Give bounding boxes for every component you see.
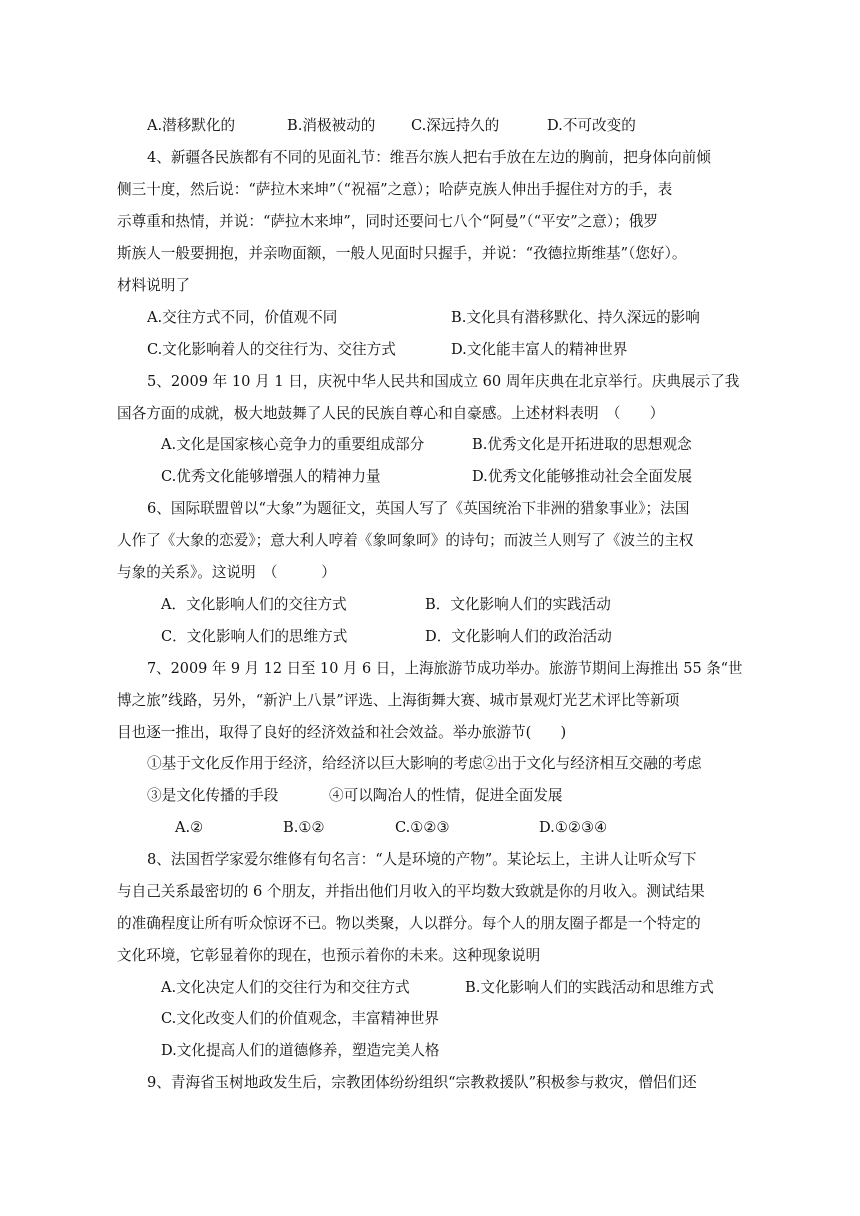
q3-option-d: D.不可改变的 [547, 117, 636, 134]
q4-option-d: D.文化能丰富人的精神世界 [451, 341, 628, 358]
q6-option-b: B．文化影响人们的实践活动 [425, 596, 611, 613]
q8-option-d: D.文化提高人们的道德修养，塑造完美人格 [161, 1042, 440, 1059]
q9-stem-line: 9、青海省玉树地政发生后，宗教团体纷纷组织“宗教救援队”积极参与救灾，僧侣们还 [147, 1074, 697, 1091]
q5-option-b: B.优秀文化是开拓进取的思想观念 [472, 436, 692, 453]
q4-option-a: A.交往方式不同，价值观不同 [147, 309, 338, 326]
q7-stem-line: 7、2009 年 9 月 12 日至 10 月 6 日，上海旅游节成功举办。旅游节期间上海推出 55 条“世 [147, 660, 743, 677]
q4-stem-line: 斯族人一般要拥抱，并亲吻面额，一般人见面时只握手，并说：“孜德拉斯维基”（您好）。 [117, 245, 687, 262]
q8-option-b: B.文化影响人们的实践活动和思维方式 [465, 979, 714, 996]
q8-option-a: A.文化决定人们的交往行为和交往方式 [161, 979, 410, 996]
q7-option-d: D.①②③④ [539, 819, 608, 836]
q6-stem-line: 6、国际联盟曾以“大象”为题征文，英国人写了《英国统治下非洲的猎象事业》；法国 [147, 500, 690, 517]
q5-stem-line: 5、2009 年 10 月 1 日，庆祝中华人民共和国成立 60 周年庆典在北京举行。庆典展示了我 [147, 373, 740, 390]
q6-stem-line: 人作了《大象的恋爱》；意大利人哼着《象呵象呵》的诗句；而波兰人则写了《波兰的主权 [117, 532, 694, 549]
q8-stem-line: 的准确程度让所有听众惊讶不已。物以类聚，人以群分。每个人的朋友圈子都是一个特定的 [117, 915, 701, 932]
q5-option-d: D.优秀文化能够推动社会全面发展 [472, 468, 693, 485]
q7-stem-line: 目也逐一推出，取得了良好的经济效益和社会效益。举办旅游节( ) [117, 724, 567, 741]
q8-option-c: C.文化改变人们的价值观念，丰富精神世界 [161, 1010, 439, 1027]
q7-option-b: B.①② [283, 819, 325, 836]
q3-option-c: C.深远持久的 [411, 117, 500, 134]
q4-option-c: C.文化影响着人的交往行为、交往方式 [147, 341, 396, 358]
q8-stem-line: 与自己关系最密切的 6 个朋友，并指出他们月收入的平均数大致就是你的月收入。测试结果 [117, 883, 705, 900]
q6-option-c: C．文化影响人们的思维方式 [161, 628, 348, 645]
q4-stem-line: 侧三十度，然后说：“萨拉木来坤”（“祝福”之意）；哈萨克族人伸出手握住对方的手，表 [117, 181, 673, 198]
q5-option-a: A.文化是国家核心竞争力的重要组成部分 [161, 436, 425, 453]
q5-stem-line: 国各方面的成就，极大地鼓舞了人民的民族自尊心和自豪感。上述材料表明 （ ） [117, 405, 665, 422]
q5-option-c: C.优秀文化能够增强人的精神力量 [161, 468, 381, 485]
q4-stem-line: 示尊重和热情，并说：“萨拉木来坤”，同时还要问七八个“阿曼”（“平安”之意）；俄罗 [117, 213, 658, 230]
q7-statement-1-2: ①基于文化反作用于经济，给经济以巨大影响的考虑②出于文化与经济相互交融的考虑 [147, 755, 702, 772]
q3-option-b: B.消极被动的 [287, 117, 376, 134]
q7-statement-4: ④可以陶冶人的性情，促进全面发展 [329, 787, 563, 804]
q7-statement-3: ③是文化传播的手段 [147, 787, 279, 804]
q4-stem-line: 材料说明了 [117, 277, 190, 294]
q6-option-d: D．文化影响人们的政治活动 [425, 628, 612, 645]
q7-option-c: C.①②③ [395, 819, 450, 836]
q4-stem-line: 4、新疆各民族都有不同的见面礼节：维吾尔族人把右手放在左边的胸前，把身体向前倾 [147, 149, 711, 166]
q7-stem-line: 博之旅”线路，另外，“新沪上八景”评选、上海街舞大赛、城市景观灯光艺术评比等新项 [117, 692, 680, 709]
q8-stem-line: 8、法国哲学家爱尔维修有句名言：“人是环境的产物”。某论坛上，主讲人让听众写下 [147, 851, 697, 868]
q6-stem-line: 与象的关系》。这说明 （ ） [117, 564, 336, 581]
q8-stem-line: 文化环境，它彰显着你的现在，也预示着你的未来。这种现象说明 [117, 947, 541, 964]
q7-option-a: A.② [175, 819, 204, 836]
q6-option-a: A．文化影响人们的交往方式 [161, 596, 347, 613]
q4-option-b: B.文化具有潜移默化、持久深远的影响 [451, 309, 700, 326]
q3-option-a: A.潜移默化的 [147, 117, 236, 134]
